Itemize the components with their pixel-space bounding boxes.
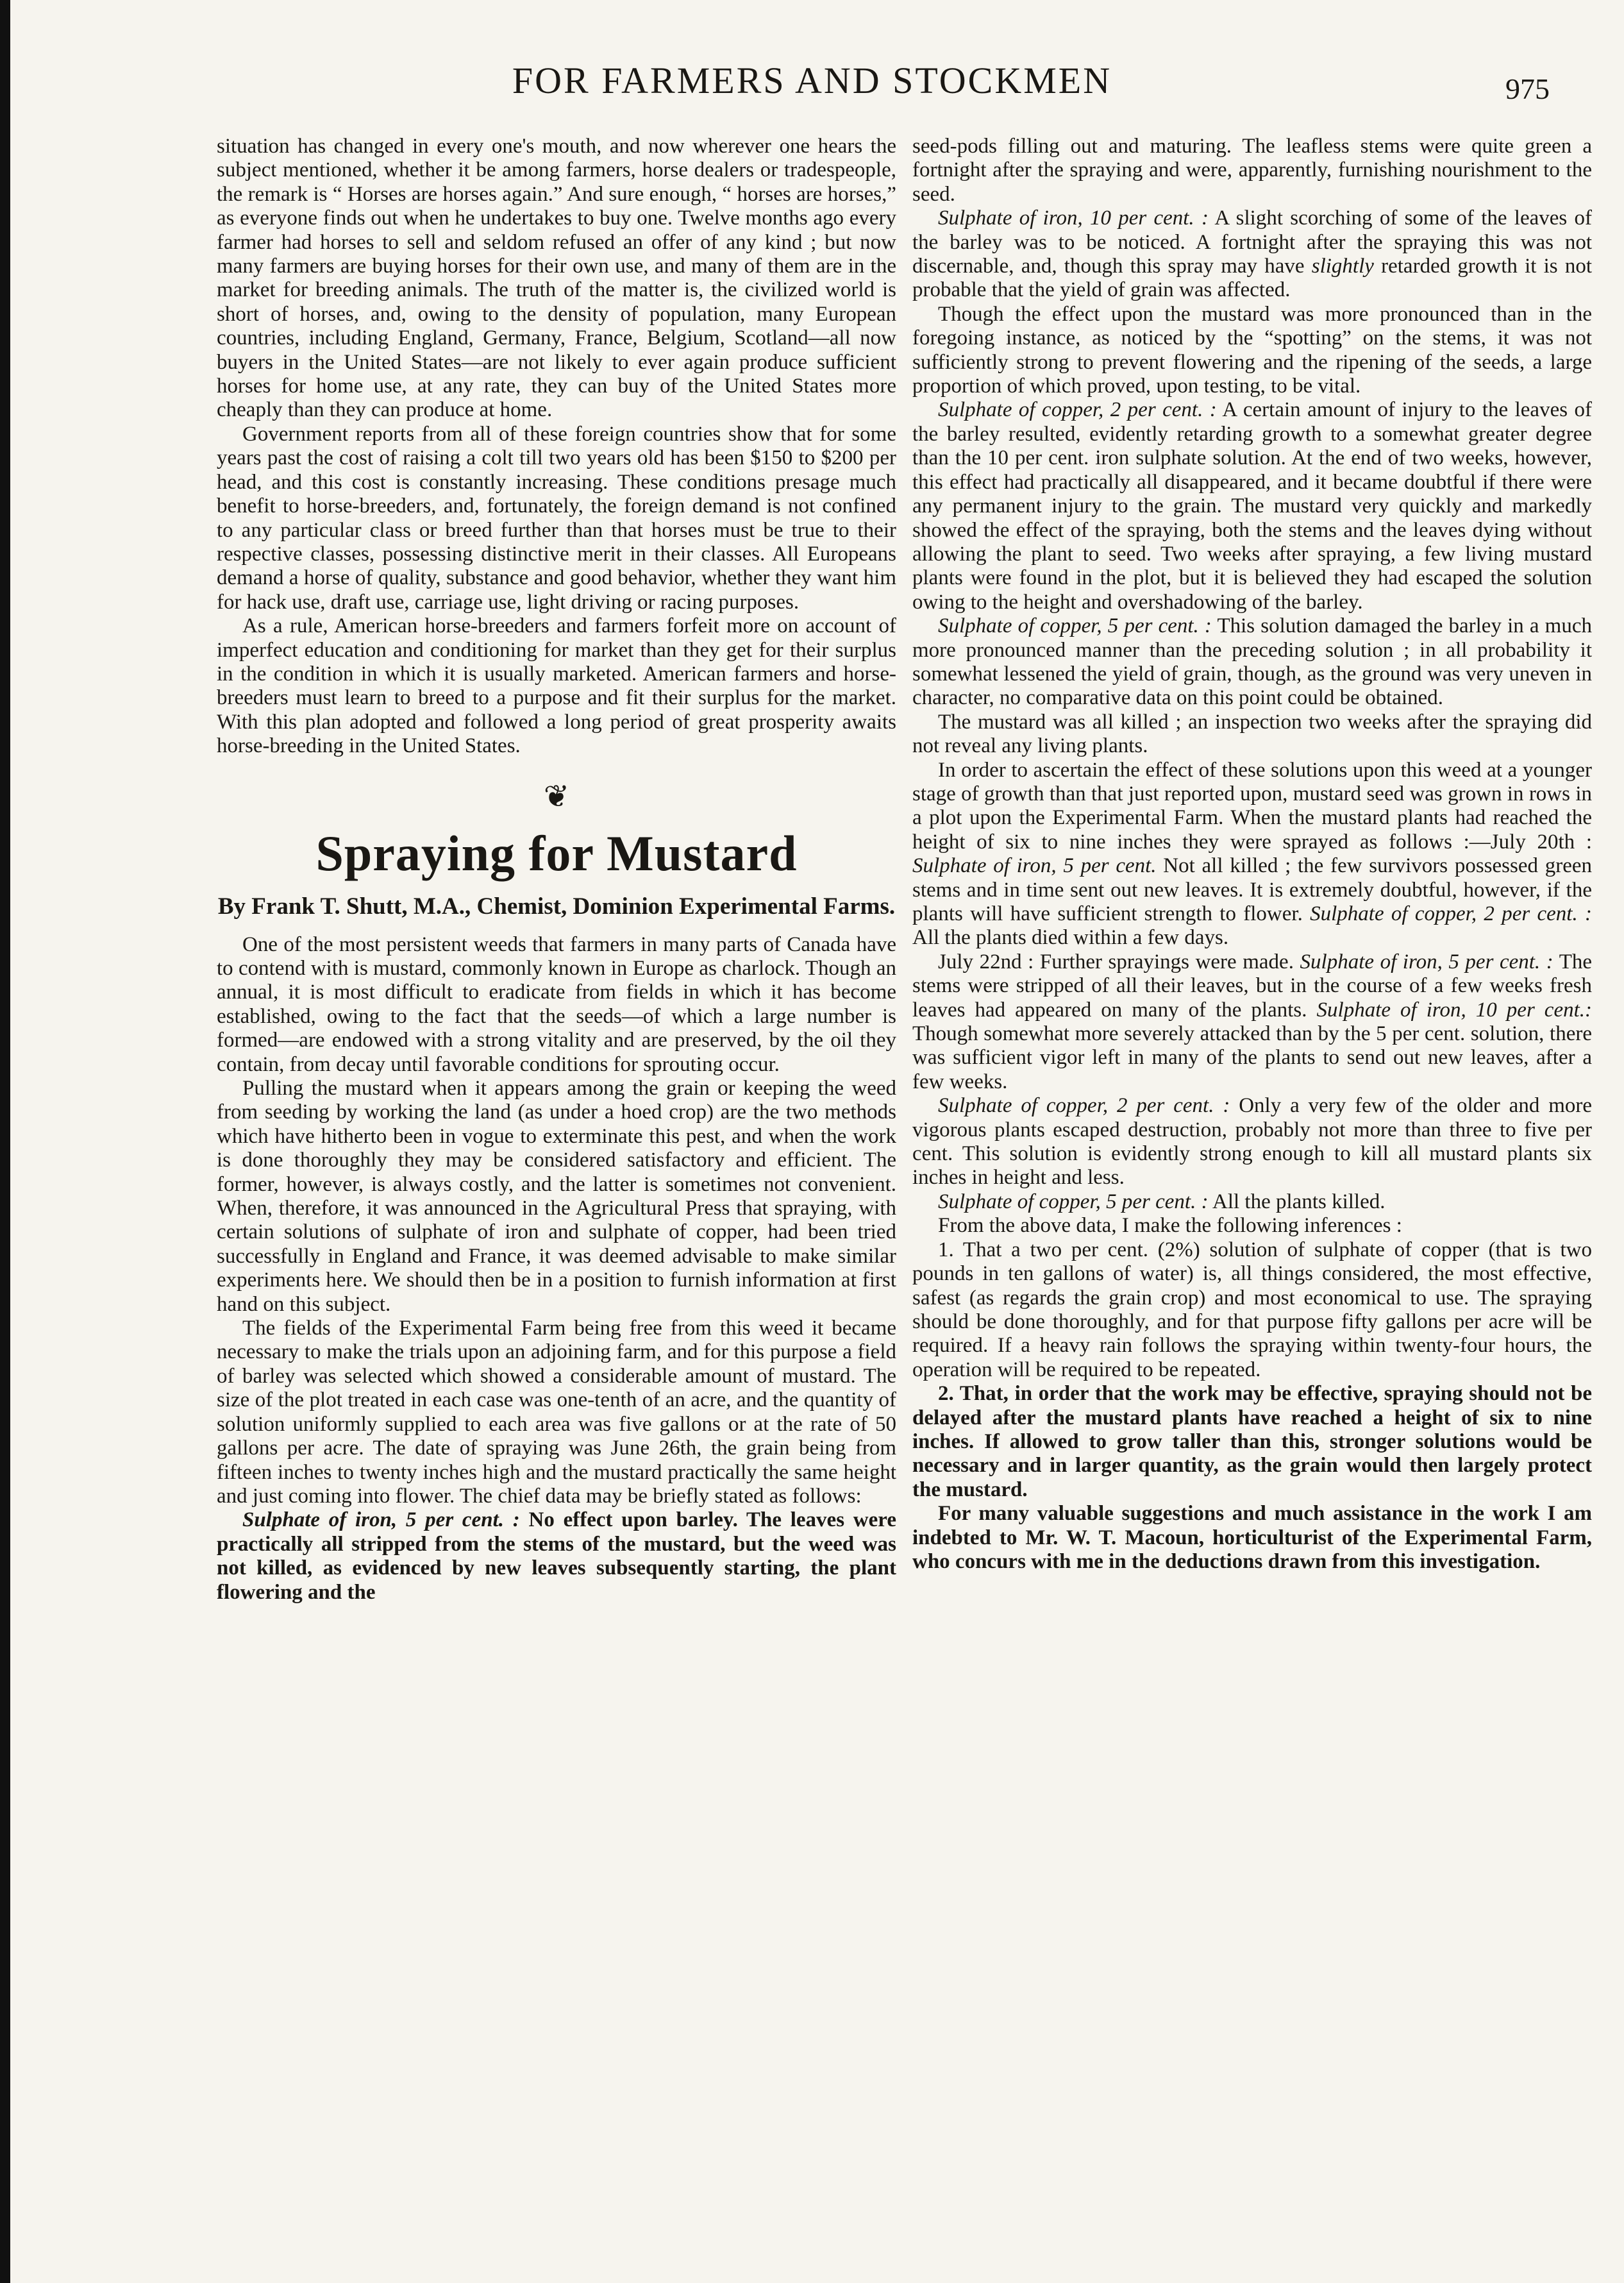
article-title: Spraying for Mustard <box>315 825 798 881</box>
copper-5-result <box>912 614 1592 711</box>
copper-2-lead: Sulphate of copper, 2 per cent. : <box>938 398 1217 422</box>
horse-paragraph-2: Government reports from all of these foreign countries show that for some years past the cost of raising a colt till two years old has been $150 to $200 per head, and this cost is constantly increasing. These conditions presage much benefit to horse-breeders, and, fortunately, the foreign demand is not confined to any particular class or breed further than that horses must be true to their respective classes, possessing distinctive merit in their classes. All Europeans demand a horse of quality, substance and good behavior, whether they want him for hack use, draft use, carriage use, light driving or racing purposes. <box>217 422 896 614</box>
horse-paragraph-3: As a rule, American horse-breeders and farmers forfeit more on account of imperfect education and conditioning for market than they get for their surplus in the condition in which it is usually marketed. American farmers and horse-breeders must learn to breed to a purpose and fit their surplus for the market. With this plan adopted and followed a long period of great prosperity awaits horse-breeding in the United States. <box>217 614 896 758</box>
inference-2: 2. That, in order that the work may be effective, spraying should not be delayed after the mustard plants have reached a height of six to nine inches. If allowed to grow taller than this, stronger solutions would be necessary and in larger quantity, as the grain would then largely protect the mustard. <box>912 1382 1592 1501</box>
july-20-copper-lead: Sulphate of copper, 2 per cent. : <box>1310 902 1592 925</box>
iron-10-result <box>912 206 1592 303</box>
mustard-paragraph-3: The fields of the Experimental Farm being free from this weed it became necessary to make the trials upon an adjoining farm, and for this purpose a field of barley was selected which showed a considerable amount of mustard. The size of the plot treated in each case was one-tenth of an acre, and the quantity of solution uniformly supplied to each area was five gallons or at the rate of 50 gallons per acre. The date of spraying was June 26th, the grain being from fifteen inches to twenty inches high and the mustard practically the same height and just coming into flower. The chief data may be briefly stated as follows: <box>217 1317 896 1508</box>
acknowledgement: For many valuable suggestions and much assistance in the work I am indebted to Mr. W. T. Macoun, horticulturist of the Experimental Farm, who concurs with me in the deductions drawn from this investigation. <box>912 1502 1592 1573</box>
july-22-iron-5-lead: Sulphate of iron, 5 per cent. : <box>1300 950 1553 973</box>
left-column <box>217 135 896 2251</box>
july-20-iron-lead: Sulphate of iron, 5 per cent. <box>912 854 1157 878</box>
mustard-paragraph-1: One of the most persistent weeds that farmers in many parts of Canada have to contend with is mustard, commonly known in Europe as charlock. Though an annual, it is most difficult to eradicate from fields in which it has become established, owing to the fact that the seeds—of which a large number is formed—are endowed with a strong vitality and are preserved, by the oil they contain, from decay until favorable conditions for sprouting occur. <box>217 932 896 1076</box>
page-binding-edge <box>0 0 10 2283</box>
july-22-iron-10-lead: Sulphate of iron, 10 per cent.: <box>1316 998 1592 1022</box>
iron-10-text: A slight scorching of some of the leaves of the barley was to be noticed. A fortnight after the spraying this was not discernable, and, though this spray may have <box>912 206 1592 278</box>
mustard-paragraph-2: Pulling the mustard when it appears among the grain or keeping the weed from seeding by working the land (as under a hoed crop) are the two methods which have hitherto been in vogue to exterminate this pest, and when the work is done thoroughly they may be considered satisfactory and efficient. The former, however, is always costly, and the latter is sometimes not convenient. When, therefore, it was announced in the Agricultural Press that spraying, with certain solutions of sulphate of iron and sulphate of copper, had been tried successfully in England and France, it was deemed advisable to make similar experiments here. We should then be in a position to furnish information at first hand on this subject. <box>217 1077 896 1316</box>
mustard-effect-paragraph: Though the effect upon the mustard was more pronounced than in the foregoing instance, as noticed by the “spotting” on the stems, it was not sufficiently strong to prevent flowering and the ripening of the seeds, a large proportion of which proved, upon testing, to be vital. <box>912 302 1592 398</box>
july-22-iron-10-text: Though somewhat more severely attacked than by the 5 per cent. solution, there was sufficient vigor left in many of the plants to send out new leaves, after a few weeks. <box>912 1022 1592 1093</box>
july-22-copper-5-lead: Sulphate of copper, 5 per cent. : <box>938 1190 1209 1213</box>
iron-10-lead: Sulphate of iron, 10 per cent. : <box>938 206 1209 230</box>
july-22-copper-2-lead: Sulphate of copper, 2 per cent. : <box>938 1094 1230 1118</box>
iron-5-result <box>217 1508 896 1605</box>
july-20-iron-text: Not all killed ; the few survivors possessed green stems and in time sent out new leaves. It is extremely doubtful, however, if the plants will have sufficient strength to flower. <box>912 854 1592 925</box>
july-22-copper-2-text: Only a very few of the older and more vigorous plants escaped destruction, probably not more than three to five per cent. This solution is evidently strong enough to kill all mustard plants six inches in height and less. <box>912 1094 1592 1190</box>
horse-paragraph-1: situation has changed in every one's mouth, and now wherever one hears the subject mentioned, whether it be among farmers, horse dealers or tradespeople, the remark is “ Horses are horses again.” And sure enough, “ horses are horses,” as everyone finds out when he undertakes to buy one. Twelve months ago every farmer had horses to sell and seldom refused an offer of any kind ; but now many farmers are buying horses for their own use, and many of them are in the market for breeding animals. The truth of the matter is, the civilized world is short of horses, and, owing to the density of population, many European countries, including England, Germany, France, Belgium, Scotland—all now buyers in the United States—are not likely to ever again produce sufficient horses for home use, at any rate, they can buy of the United States more cheaply than they can produce at home. <box>217 135 896 422</box>
july-22-copper-2-result <box>912 1094 1592 1190</box>
july-22-copper-5-text: All the plants killed. <box>1212 1190 1385 1213</box>
july-20-paragraph <box>912 759 1592 950</box>
right-column <box>912 135 1592 2251</box>
article-byline: By Frank T. Shutt, M.A., Chemist, Dominion Experimental Farms. <box>217 893 896 920</box>
iron-5-lead: Sulphate of iron, 5 per cent. : <box>242 1508 520 1532</box>
copper-5-lead: Sulphate of copper, 5 per cent. : <box>938 614 1212 638</box>
iron-5-continued: seed-pods filling out and maturing. The leafless stems were quite green a fortnight after the spraying and were, apparently, furnishing nourishment to the seed. <box>912 135 1592 206</box>
copper-2-text: A certain amount of injury to the leaves of the barley resulted, evidently retarding growth to a somewhat greater degree than the 10 per cent. iron sulphate solution. At the end of two weeks, however, this effect had practically all disappeared, and it became doubtful if there were any permanent injury to the grain. The mustard very quickly and markedly showed the effect of the spraying, both the stems and the leaves dying without allowing the plant to seed. Two weeks after spraying, a few living mustard plants were found in the plot, but it is believed they had escaped the solution owing to the height and overshadowing of the barley. <box>912 398 1592 614</box>
iron-10-italic: slightly <box>1311 255 1374 278</box>
inferences-intro: From the above data, I make the following inferences : <box>938 1214 1402 1238</box>
section-ornament: ❦ <box>543 779 570 814</box>
july-22-paragraph <box>912 950 1592 1094</box>
july-22-iron-5-text: The stems were stripped of all their leaves, but in the course of a few weeks fresh leaves had appeared on many of the plants. <box>912 950 1592 1022</box>
page-number: 975 <box>1505 72 1550 105</box>
all-killed-paragraph: The mustard was all killed ; an inspection two weeks after the spraying did not reveal any living plants. <box>912 710 1592 758</box>
iron-10-text-2: retarded growth it is not probable that the yield of grain was affected. <box>912 255 1592 302</box>
iron-5-text: No effect upon barley. The leaves were practically all stripped from the stems of the mustard, but the weed was not killed, as evidenced by new leaves subsequently starting, the plant flowering and the <box>217 1508 896 1604</box>
younger-stage-text: In order to ascertain the effect of these solutions upon this weed at a younger stage of growth than that just reported upon, mustard seed was grown in rows in a plot upon the Experimental Farm. When the mustard plants had reached the height of six to nine inches they were sprayed as follows :—July 20th : <box>912 758 1592 854</box>
copper-2-result <box>912 398 1592 614</box>
running-title: FOR FARMERS AND STOCKMEN <box>512 60 1112 101</box>
july-22-text: July 22nd : Further sprayings were made. <box>938 950 1294 973</box>
july-20-copper-text: All the plants died within a few days. <box>912 926 1229 950</box>
copper-5-text: This solution damaged the barley in a much more pronounced manner than the preceding solution ; in all probability it somewhat lessened the yield of grain, though, as the ground was very uneven in character, no comparative data on this point could be obtained. <box>912 614 1592 710</box>
july-22-copper-5-result <box>912 1190 1592 1214</box>
inference-1: 1. That a two per cent. (2%) solution of sulphate of copper (that is two pounds in ten gallons of water) is, all things considered, the most effective, safest (as regards the grain crop) and most economical to use. The spraying should be done thoroughly, and for that purpose fifty gallons per acre will be required. If a heavy rain follows the spraying within twenty-four hours, the operation will be required to be repeated. <box>912 1238 1592 1381</box>
